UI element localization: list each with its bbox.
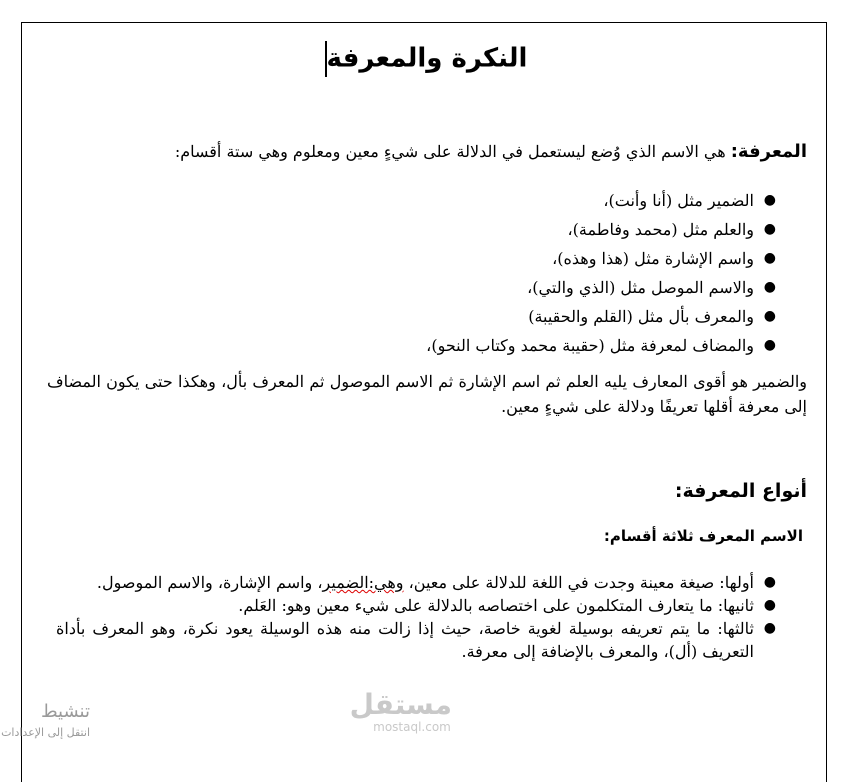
watermark-latin: mostaql.com — [373, 720, 451, 734]
bullet-icon: ● — [763, 337, 776, 353]
document-body — [22, 23, 828, 757]
kinds-list — [56, 571, 776, 663]
bullet-icon: ● — [763, 574, 776, 590]
list-item-text: أولها: صيغة معينة وجدت في اللغة للدلالة على معين، — [403, 573, 754, 592]
page-title — [22, 41, 828, 77]
list-item — [76, 331, 776, 360]
list-item — [76, 302, 776, 331]
bullet-icon: ● — [763, 620, 776, 636]
bullet-icon: ● — [763, 192, 776, 208]
definition-term: المعرفة: — [730, 141, 807, 162]
title-text: النكرة والمعرفة — [326, 43, 528, 74]
activation-title: تنشيط — [40, 701, 90, 722]
strength-paragraph: والضمير هو أقوى المعارف يليه العلم ثم اسم الإشارة ثم الاسم الموصول ثم المعرف بأل، وهكذا حتى يكون المضاف إلى معرفة أقلها تعريفًا ودلالة على شيءٍ معين. — [47, 372, 807, 416]
list-item-text: والمعرف بأل مثل (القلم والحقيبة) — [528, 307, 754, 326]
bullet-icon: ● — [763, 597, 776, 613]
list-item — [76, 273, 776, 302]
bullet-icon: ● — [763, 221, 776, 237]
list-item-text: ثالثها: ما يتم تعريفه بوسيلة لغوية خاصة، حيث إذا زالت منه هذه الوسيلة يعود نكرة، وهو المعرف بأداة التعريف (أل)، والمعرف بالإضافة إلى معرفة. — [56, 619, 754, 661]
windows-activation-notice — [0, 700, 90, 742]
list-item-text: ثانيها: ما يتعارف المتكلمون على اختصاصه بالدلالة على شيء معين وهو: العَلم. — [238, 596, 754, 615]
list-item-text: الضمير مثل (أنا وأنت)، — [603, 191, 754, 210]
spellcheck-word[interactable]: وهي:الضمير — [322, 573, 404, 592]
list-item — [76, 186, 776, 215]
list-item-text: والاسم الموصل مثل (الذي والتي)، — [527, 278, 754, 297]
bullet-icon: ● — [763, 250, 776, 266]
list-item — [56, 571, 776, 594]
document-page — [21, 22, 827, 782]
list-item-text: والعلم مثل (محمد وفاطمة)، — [567, 220, 754, 239]
list-item — [76, 215, 776, 244]
list-item-text: واسم الإشارة مثل (هذا وهذه)، — [552, 249, 754, 268]
section-heading: أنواع المعرفة: — [674, 480, 807, 502]
bullet-icon: ● — [763, 279, 776, 295]
list-item-text: ، واسم الإشارة، والاسم الموصول. — [96, 573, 323, 592]
subheading: الاسم المعرف ثلاثة أقسام: — [603, 527, 803, 545]
watermark-logo — [349, 688, 452, 734]
list-item — [56, 594, 776, 617]
definition-text: هي الاسم الذي وُضع ليستعمل في الدلالة على شيءٍ معين ومعلوم وهي ستة أقسام: — [174, 142, 731, 161]
bullet-icon: ● — [763, 308, 776, 324]
list-item — [56, 617, 776, 663]
list-item — [76, 244, 776, 273]
list-item-text: والمضاف لمعرفة مثل (حقيبة محمد وكتاب النحو)، — [426, 336, 754, 355]
types-list — [76, 186, 776, 360]
activation-subtitle: انتقل إلى الإعدادات — [1, 726, 90, 739]
watermark-arabic: مستقل — [349, 688, 452, 721]
definition-paragraph — [47, 139, 807, 164]
